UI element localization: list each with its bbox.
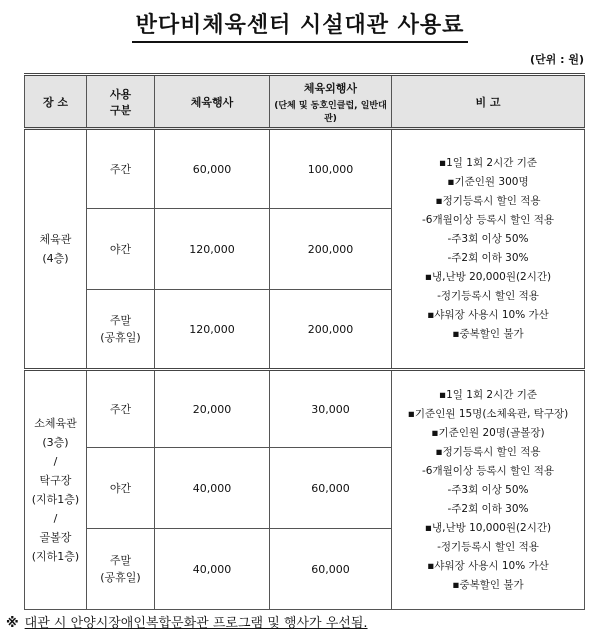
place-name: 체육관 <box>39 233 72 246</box>
remarks-cell-gym <box>392 129 585 370</box>
usage-label: 야간 <box>109 481 132 495</box>
usage-cell <box>87 370 155 448</box>
place-line: 소체육관 <box>34 417 77 430</box>
note-line: ▪기준인원 300명 <box>447 176 529 188</box>
unit-label: (단위 : 원) <box>530 53 584 66</box>
note-line: ▪기준인원 15명(소체육관, 탁구장) <box>407 407 569 420</box>
place-line: (지하1층) <box>31 493 80 506</box>
note-line: ▪냉,난방 20,000원(2시간) <box>424 271 552 283</box>
note-line: -주3회 이상 50% <box>447 483 529 496</box>
note-line: -주2회 이하 30% <box>447 502 529 515</box>
header-remarks: 비 고 <box>392 75 585 129</box>
note-line: ▪중복할인 불가 <box>452 578 524 591</box>
header-non-sports-title: 체육외행사 <box>303 81 358 95</box>
header-row <box>25 75 585 129</box>
note-line: -주3회 이상 50% <box>447 233 529 245</box>
usage-label: 야간 <box>109 242 132 256</box>
sports-fee-cell: 40,000 <box>155 529 270 610</box>
note-line: -정기등록시 할인 적용 <box>437 290 539 302</box>
note-line: ▪정기등록시 할인 적용 <box>435 445 541 458</box>
reference-mark: ※ <box>6 616 19 631</box>
note-line: -6개월이상 등록시 할인 적용 <box>421 214 555 226</box>
sports-fee-cell: 120,000 <box>155 209 270 290</box>
non-sports-fee-cell: 30,000 <box>270 370 392 448</box>
usage-sub-label: (공휴일) <box>100 331 141 344</box>
note-line: ▪1일 1회 2시간 기준 <box>438 388 538 401</box>
place-line: 골볼장 <box>39 531 72 544</box>
usage-sub-label: (공휴일) <box>100 571 141 584</box>
sports-fee-cell: 60,000 <box>155 129 270 209</box>
footer-note <box>6 612 368 631</box>
note-line: -정기등록시 할인 적용 <box>437 540 539 553</box>
usage-label: 주말 <box>109 554 132 567</box>
fee-table <box>24 73 585 610</box>
place-line: (지하1층) <box>31 550 80 563</box>
header-usage <box>87 75 155 129</box>
page-title: 반다비체육센터 시설대관 사용료 <box>0 8 600 43</box>
place-cell-gym <box>25 129 87 370</box>
note-line: ▪냉,난방 10,000원(2시간) <box>424 521 552 534</box>
non-sports-fee-cell: 200,000 <box>270 290 392 370</box>
header-place: 장 소 <box>25 75 87 129</box>
header-sports-event: 체육행사 <box>155 75 270 129</box>
place-floor: (4층) <box>42 252 69 265</box>
place-line: / <box>53 512 58 525</box>
usage-cell <box>87 448 155 529</box>
table-row <box>25 370 585 448</box>
usage-cell <box>87 129 155 209</box>
table-row <box>25 129 585 209</box>
header-non-sports-sub: (단체 및 동호인클럽, 일반대관) <box>274 100 387 124</box>
place-cell-small-gym <box>25 370 87 610</box>
sports-fee-cell: 40,000 <box>155 448 270 529</box>
header-usage-line2: 구분 <box>109 103 132 117</box>
note-line: ▪정기등록시 할인 적용 <box>435 195 541 207</box>
note-line: ▪샤워장 사용시 10% 가산 <box>427 559 549 572</box>
remarks-cell-small-gym <box>392 370 585 610</box>
non-sports-fee-cell: 60,000 <box>270 529 392 610</box>
non-sports-fee-cell: 60,000 <box>270 448 392 529</box>
header-usage-line1: 사용 <box>109 87 132 101</box>
non-sports-fee-cell: 200,000 <box>270 209 392 290</box>
note-line: -6개월이상 등록시 할인 적용 <box>421 464 555 477</box>
sports-fee-cell: 20,000 <box>155 370 270 448</box>
place-line: 탁구장 <box>39 474 72 487</box>
note-line: ▪샤워장 사용시 10% 가산 <box>427 309 549 321</box>
place-line: (3층) <box>42 436 69 449</box>
sports-fee-cell: 120,000 <box>155 290 270 370</box>
usage-cell <box>87 209 155 290</box>
usage-label: 주간 <box>109 402 132 416</box>
note-line: ▪중복할인 불가 <box>452 328 524 340</box>
usage-cell <box>87 290 155 370</box>
note-line: -주2회 이하 30% <box>447 252 529 264</box>
non-sports-fee-cell: 100,000 <box>270 129 392 209</box>
usage-label: 주말 <box>109 314 132 327</box>
header-non-sports-event <box>270 75 392 129</box>
usage-label: 주간 <box>109 162 132 176</box>
note-line: ▪1일 1회 2시간 기준 <box>438 157 538 169</box>
note-line: ▪기준인원 20명(골볼장) <box>431 426 545 439</box>
place-line: / <box>53 455 58 468</box>
footer-text: 대관 시 안양시장애인복합문화관 프로그램 및 행사가 우선됨. <box>24 616 368 631</box>
usage-cell <box>87 529 155 610</box>
